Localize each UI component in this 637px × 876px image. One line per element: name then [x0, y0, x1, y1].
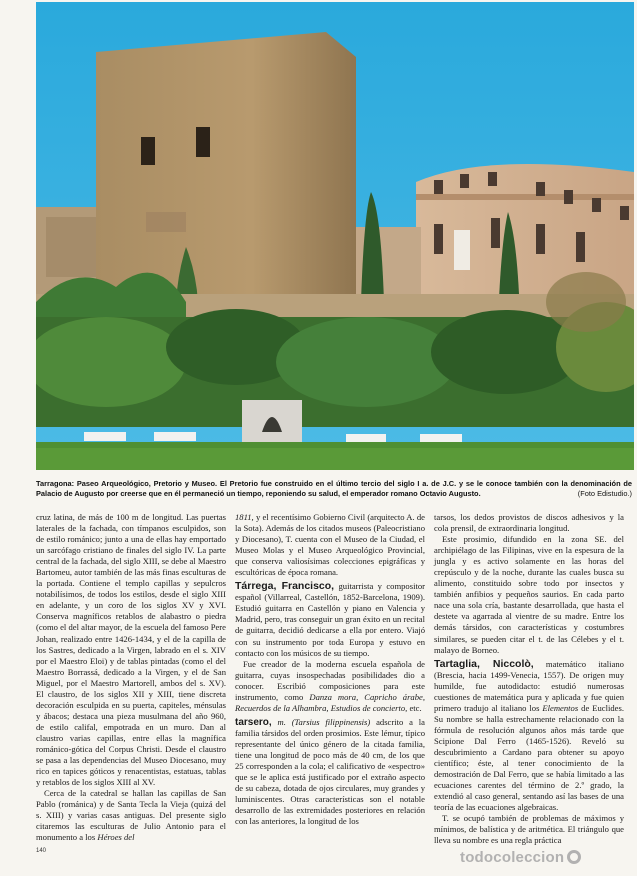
chapels-text: Cerca de la catedral se hallan las capillas de San Pablo (románica) y de Santa Tecla la Vieja (quizá del s. XIII) y varias casas antiguas. Del presente siglo citaremos las esculturas de Julio Antonio para el monumento a los	[36, 788, 226, 843]
watermark-text: todocoleccion	[460, 848, 565, 866]
entry-tartaglia-text-2: de Euclides. Su nombre se halla estrechamente relacionado con la fórmula de resolución algunos años más tarde que Scipione Dal Ferro (1465-1526). Reveló su descubrimiento a Cardano para obtener su apoyo científico; éste, al tener conocimiento de la demostración de Dal Ferro, que se había limitado a las ecuaciones carentes del término de 2.º grado, la extendió al caso general, sentando así las bases de una teoría de las ecuaciones algebraicas.	[434, 702, 624, 813]
column-2	[235, 512, 425, 827]
watermark-ring-icon	[567, 850, 581, 864]
chapels-paragraph	[36, 788, 226, 843]
tarsero-continued: tarsos, los dedos provistos de discos adhesivos y la cola prensil, de extraordinaria longitud.	[434, 512, 624, 534]
tarsero-habitat: Este prosimio, difundido en la zona SE. del archipiélago de las Filipinas, vive en la espesura de la jungla y es activo solamente en las horas del crepúsculo y de la noche, durante las cuales busca su alimento, constituido sobre todo por insectos y también anfibios y pequeños saurios. En cada parto nace una sola cría, bastante desarrollada, que hasta el destete va agarrada al vientre de su madre. Entre los demás társidos, con características y costumbres similares, se pueden citar el t. de las Célebes y el t. malayo de Borneo.	[434, 534, 624, 655]
entry-tartaglia-text: matemático italiano (Brescia, hacia 1499-Venecia, 1557). De origen muy humilde, fue autodidacto: estudió numerosas cuestiones de matemática pura y aplicada y fue quien primero tradujo al italiano los	[434, 658, 624, 713]
page-number: 140	[36, 848, 47, 854]
photo-credit: (Foto Edistudio.)	[577, 489, 632, 498]
museums-text: y el recentísimo Gobierno Civil (arquitecto A. de la Sota). Además de los citados museos (Paleocristiano y Diocesano), T. cuenta con el Museo de la Ciudad, el Museo Molas y el Museo Arqueológico Provincial, que conserva valiosísimas colecciones epigráficas y escultóricas de época romana.	[235, 512, 425, 578]
entry-tarrega-text: guitarrista y compositor español (Villarreal, Castellón, 1852-Barcelona, 1909). Estudió guitarra en Castellón y piano en Valencia y Madrid, pero, tras conseguir un gran éxito en un recital de guitarra, decidió dedicarse a ella por entero. Viajó con su instrumento por toda Europa y estuvo en contacto con los músicos de su tiempo.	[235, 581, 426, 658]
entry-tartaglia	[434, 659, 624, 814]
cathedral-paragraph: cruz latina, de más de 100 m de longitud. Las puertas laterales de la fachada, con tímpanos esculpidos, son de estilo románico; junto a una de ellas hay emportado un sarcófago cristiano de finales del siglo IV. La parte central de la fachada, del siglo XIII, se debe al Maestro Bartomeu, autor también de las más finas esculturas de la portada. Contiene el templo capillas y sepulcros notabilísimos, de todos los estilos, desde el siglo XIII en adelante, y un coro de los siglos XV y XVI. Conserva magníficos retablos de alabastro o piedra (como el del altar mayor, de la escuela del famoso Pere Johan, realizado entre 1426-1434, y el de la capilla de los Sastres, dedicado a la Virgen, labrado en el s. XIV por el Maestro Eloi) y de tablas pintadas (como el del Maestro Borrassá, dedicado a la Virgen, y el de San Miguel, por el Maestro Martorell, ambos del s. XV). El claustro, de los siglos XII y XIII, tiene discreta decoración esculpida en su puerta, capiteles, ménsulas y ábacos; destaca una pieza musulmana del año 960, de estilo califal, empotrada en un muro. Dan al claustro varias capillas, entre ellas la magnífica románico-gótica del Corpus Christi. Desde el claustro se pasa a las dependencias del Museo Diocesano, muy rico en tapices góticos y renacentistas, estatuas, tablas y retablos de los siglos XIII al XV.	[36, 512, 226, 788]
watermark	[460, 845, 581, 869]
entry-tarsero-headword: tarsero,	[235, 716, 272, 728]
photo-caption	[36, 479, 632, 499]
entry-tarrega	[235, 581, 425, 658]
year-1811: 1811,	[235, 512, 254, 522]
column-3	[434, 512, 624, 846]
entry-tarrega-headword: Tárrega, Francisco,	[235, 580, 335, 593]
caption-text: Tarragona: Paseo Arqueológico, Pretorio y Museo. El Pretorio fue construido en el último tercio del siglo I a. de J.C. y se le conoce también con la denominación de Palacio de Augusto por creerse que en él permaneció un tiempo, reponiendo su salud, el emperador romano Octavio Augusto.	[36, 479, 632, 498]
tartaglia-problems: T. se ocupó también de problemas de máximos y mínimos, de balística y de aritmética. El triángulo que lleva su nombre es una regla práctica	[434, 813, 624, 846]
entry-tarsero	[235, 717, 425, 827]
entry-tarrega-works	[235, 659, 425, 714]
entry-tartaglia-headword: Tartaglia, Niccolò,	[434, 657, 534, 670]
entry-tarsero-text: adscrito a la familia társidos del orden prosimios. Este lémur, típico representante del único género de la citada familia, tiene una longitud de poco más de 40 cm, de los que 25 corresponden a la cola; el calificativo de «espectro» que se le aplica está justificado por el extraño aspecto de su cabeza, dotada de ojos circulares, muy grandes y luminiscentes. Otras características son el notable desarrollo de las extremidades posteriores en relación con las anteriores, la longitud de los	[235, 716, 425, 827]
column-1	[36, 512, 226, 843]
civil-government-paragraph	[235, 512, 425, 578]
heroes-title: Héroes del	[97, 832, 135, 843]
works-intro: Fue creador de la moderna escuela española de guitarra, cuyas insospechadas posibilidades dio a conocer. Escribió composiciones para este instrumento, como	[235, 658, 425, 702]
tarsero-latin-name: m. (Tarsius filippinensis)	[277, 716, 371, 727]
works-etc: etc.	[409, 702, 422, 713]
tarragona-photo	[36, 2, 634, 470]
works-titles: Danza mora, Capricho árabe, Recuerdos de la Alhambra, Estudios de concierto,	[235, 691, 425, 713]
elementos-title: Elementos	[542, 702, 579, 713]
